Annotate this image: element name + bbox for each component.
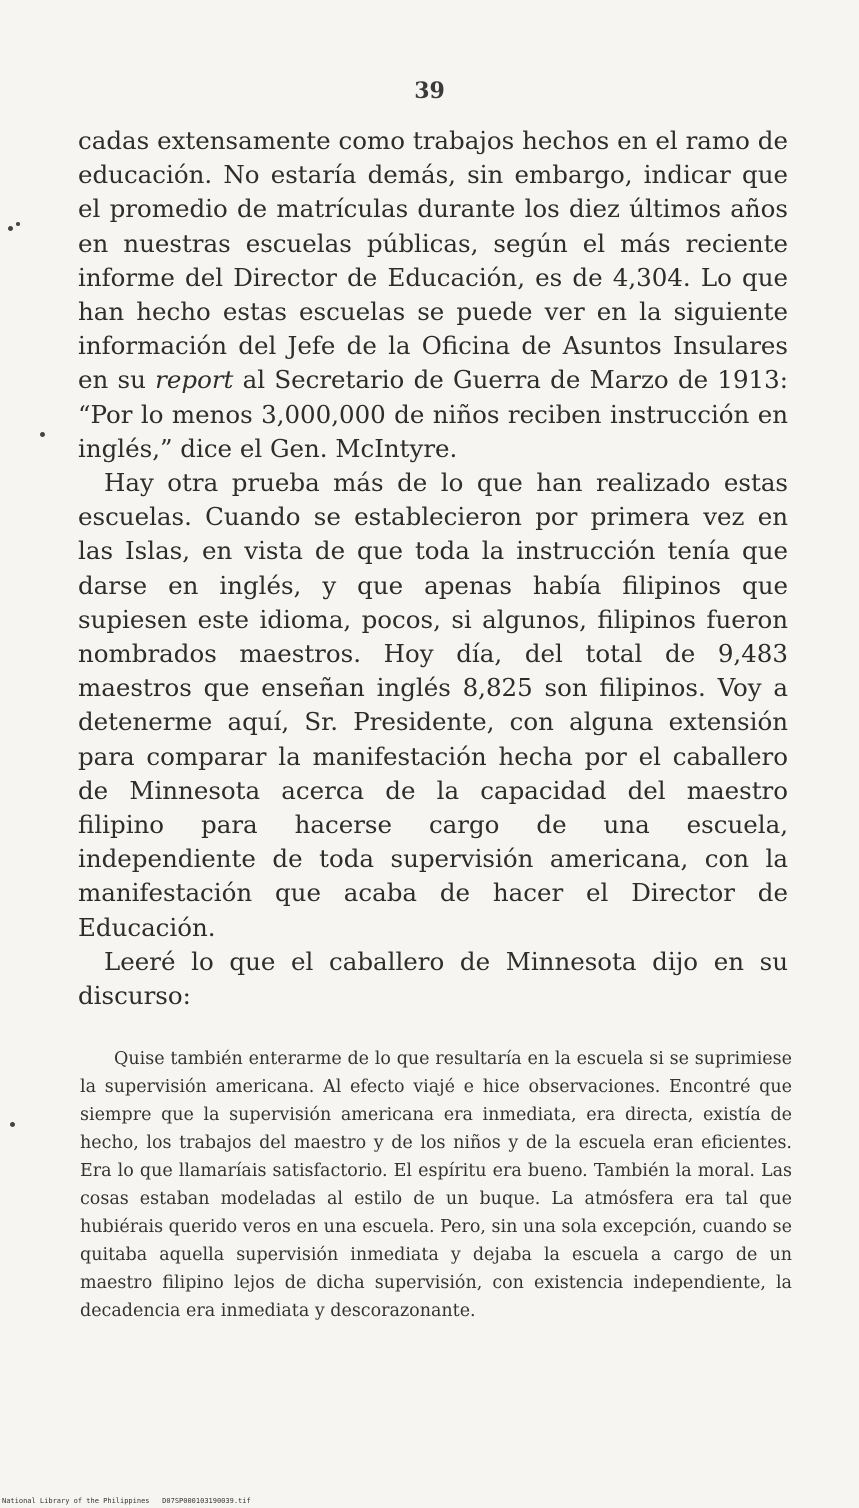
body-text xyxy=(78,124,788,1013)
footer-library: National Library of the Philippines xyxy=(2,1497,150,1505)
footer xyxy=(2,1497,251,1505)
footer-file: D07SP000103190039.tif xyxy=(162,1497,251,1505)
margin-mark xyxy=(16,222,20,226)
margin-mark xyxy=(10,1122,15,1127)
margin-mark xyxy=(8,226,13,231)
paragraph-1-start: cadas extensamente como trabajos hechos en el ramo de educación. No estaría demás, sin embargo, indicar que el promedio de matrículas durante los diez últimos años en nuestras escuelas públicas, según el más reciente informe del Director de Educación, es de 4,304. Lo que han hecho estas escuelas se puede ver en la siguiente información del Jefe de la Oficina de Asuntos Insulares en su xyxy=(78,126,788,395)
paragraph-2: Hay otra prueba más de lo que han realizado estas escuelas. Cuando se establecieron por primera vez en las Islas, en vista de que toda la instrucción tenía que darse en inglés, y que apenas había filipinos que supiesen este idioma, pocos, si algunos, filipinos fueron nombrados maestros. Hoy día, del total de 9,483 maestros que enseñan inglés 8,825 son filipinos. Voy a detenerme aquí, Sr. Presidente, con alguna extensión para comparar la manifestación hecha por el caballero de Minnesota acerca de la capacidad del maestro filipino para hacerse cargo de una escuela, independiente de toda supervisión americana, con la manifestación que acaba de hacer el Director de Educación. xyxy=(78,468,788,942)
paragraph-1 xyxy=(78,124,788,466)
report-word: report xyxy=(155,365,234,395)
block-quote: Quise también enterarme de lo que resultaría en la escuela si se suprimiese la supervisión americana. Al efecto viajé e hice observaciones. Encontré que siempre que la supervisión americana era inmediata, era directa, existía de hecho, los trabajos del maestro y de los niños y de la escuela eran eficientes. Era lo que llamaríais satisfactorio. El espíritu era bueno. También la moral. Las cosas estaban modeladas al estilo de un buque. La atmósfera era tal que hubiérais querido veros en una escuela. Pero, sin una sola excepción, cuando se quitaba aquella supervisión inmediata y dejaba la escuela a cargo de un maestro filipino lejos de dicha supervisión, con existencia independiente, la decadencia era inmediata y descorazonante. xyxy=(80,1049,792,1321)
paragraph-1-end: al Secretario de Guerra de Marzo de 1913: “Por lo menos 3,000,000 de niños reciben instrucción en inglés,” dice el Gen. McIntyre. xyxy=(78,365,788,463)
page-number: 39 xyxy=(414,78,445,104)
margin-mark xyxy=(40,432,45,437)
paragraph-3: Leeré lo que el caballero de Minnesota dijo en su discurso: xyxy=(78,946,788,1011)
